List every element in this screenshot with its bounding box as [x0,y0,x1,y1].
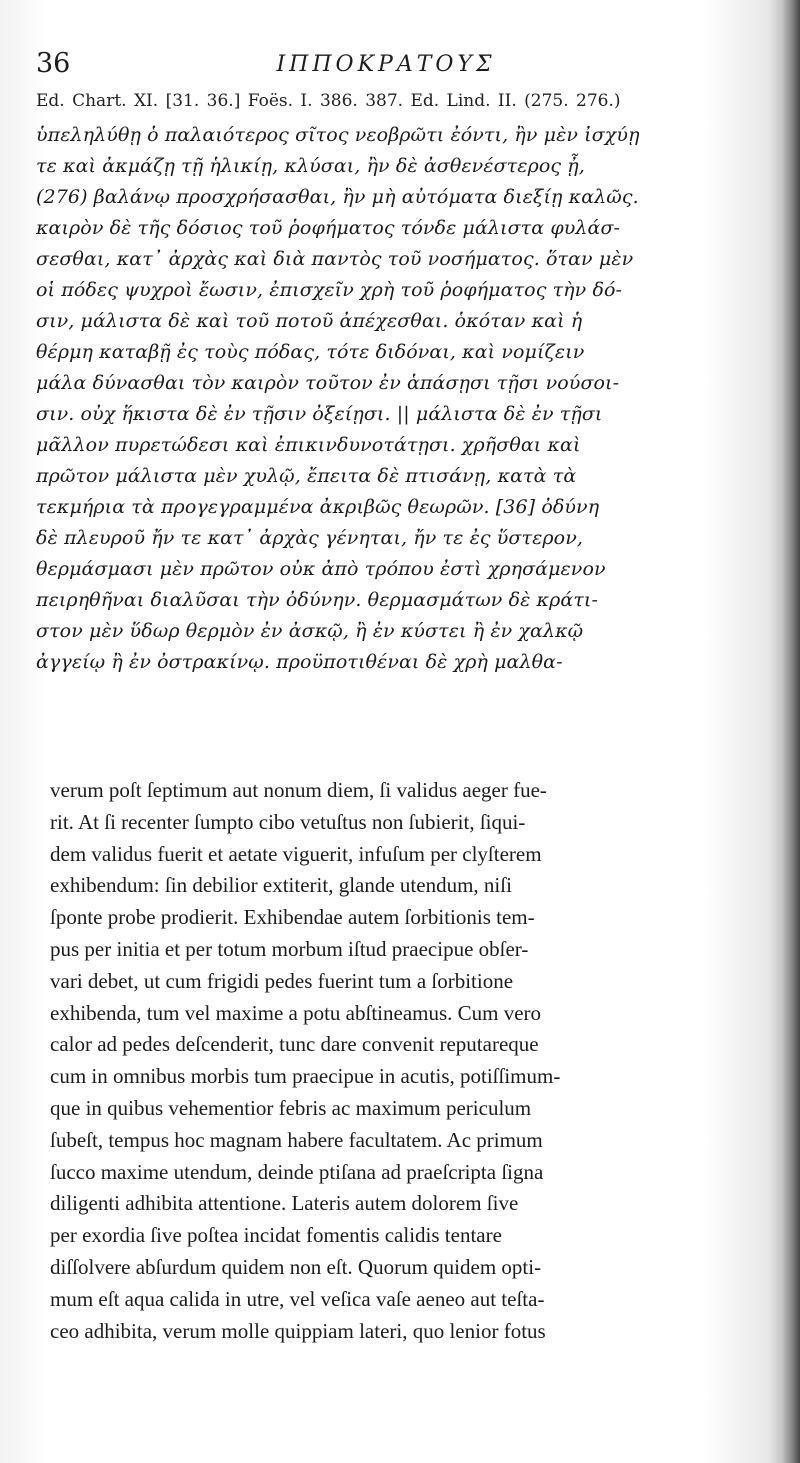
greek-line: (276) βαλάνῳ προσχρήσασθαι, ἢν μὴ αὐτόματα διεξίῃ καλῶς. [36,186,639,208]
greek-line: σιν. οὐχ ἥκιστα δὲ ἐν τῇσιν ὀξείῃσι. || μάλιστα δὲ ἐν τῇσι [36,403,603,425]
latin-line: cum in omnibus morbis tum praecipue in acutis, potiſſimum- [50,1064,561,1089]
latin-line: mum eſt aqua calida in utre, vel veſica vaſe aeneo aut teſta- [50,1286,545,1311]
latin-line: ſponte probe prodierit. Exhibendae autem ſorbitionis tem- [50,905,535,930]
latin-line: pus per initia et per totum morbum iſtud praecipue obſer- [50,936,529,961]
latin-line: dem validus fuerit et aetate viguerit, infuſum per clyſterem [50,841,542,866]
greek-line: τεκμήρια τὰ προγεγραμμένα ἀκριβῶς θεωρῶν. [36] ὀδύνη [36,496,600,518]
latin-line: ſubeſt, tempus hoc magnam habere facultatem. Ac primum [50,1127,543,1152]
greek-line: τε καὶ ἀκμάζῃ τῇ ἡλικίῃ, κλύσαι, ἢν δὲ ἀσθενέστερος ᾖ, [36,155,585,177]
latin-line: que in quibus vehementior febris ac maximum periculum [50,1095,532,1120]
edition-references: Ed. Chart. XI. [31. 36.] Foës. I. 386. 387. Ed. Lind. II. (275. 276.) [36,91,621,111]
greek-line: μάλα δύνασθαι τὸν καιρὸν τοῦτον ἐν ἁπάσῃσι τῇσι νούσοι- [36,372,620,394]
latin-line: exhibenda, tum vel maxime a potu abſtineamus. Cum vero [50,1000,542,1025]
greek-line: ὑπεληλύθῃ ὁ παλαιότερος σῖτος νεοβρῶτι ἐόντι, ἢν μὲν ἰσχύῃ [36,124,640,146]
greek-line: θερμάσμασι μὲν πρῶτον οὐκ ἀπὸ τρόπου ἐστὶ χρησάμενον [36,558,606,580]
latin-text-block [50,775,740,1347]
greek-line: καιρὸν δὲ τῆς δόσιος τοῦ ῥοφήματος τόνδε μάλιστα φυλάσ- [36,217,621,239]
latin-line: per exordia ſive poſtea incidat fomentis calidis tentare [50,1223,502,1248]
latin-line: rit. At ſi recenter ſumpto cibo vetuſtus non ſubierit, ſiqui- [50,809,526,834]
latin-line: exhibendum: ſin debilior extiterit, glande utendum, niſi [50,873,512,898]
greek-line: θέρμη καταβῇ ἐς τοὺς πόδας, τότε διδόναι, καὶ νομίζειν [36,341,585,363]
latin-line: ceo adhibita, verum molle quippiam lateri, quo lenior fotus [50,1318,546,1343]
latin-line: verum poſt ſeptimum aut nonum diem, ſi validus aeger fue- [50,778,547,802]
greek-line: στον μὲν ὕδωρ θερμὸν ἐν ἀσκῷ, ἢ ἐν κύστει ἢ ἐν χαλκῷ [36,620,584,642]
latin-line: diligenti adhibita attentione. Lateris autem dolorem ſive [50,1191,519,1216]
latin-line: ſucco maxime utendum, deinde ptiſana ad praeſcripta ſigna [50,1159,544,1184]
greek-line: μᾶλλον πυρετώδεσι καὶ ἐπικινδυνοτάτῃσι. χρῆσθαι καὶ [36,434,581,456]
greek-line: πειρηθῆναι διαλῦσαι τὴν ὀδύνην. θερμασμάτων δὲ κράτι- [36,589,598,611]
running-head [36,48,736,88]
latin-line: diſſolvere abſurdum quidem non eſt. Quorum quidem opti- [50,1254,542,1279]
page-gutter-shadow [782,0,800,1463]
greek-line: δὲ πλευροῦ ἤν τε κατ᾽ ἀρχὰς γένηται, ἤν τε ἐς ὕστερον, [36,527,584,549]
greek-line: οἱ πόδες ψυχροὶ ἔωσιν, ἐπισχεῖν χρὴ τοῦ ῥοφήματος τὴν δό- [36,279,623,301]
greek-text-block [36,120,736,678]
greek-line: σιν, μάλιστα δὲ καὶ τοῦ ποτοῦ ἀπέχεσθαι. ὁκόταν καὶ ἡ [36,310,583,332]
page-number: 36 [36,48,71,79]
greek-line: ἀγγείῳ ἢ ἐν ὀστρακίνῳ. προϋποτιθέναι δὲ χρὴ μαλθα- [36,651,563,673]
greek-line: σεσθαι, κατ᾽ ἀρχὰς καὶ διὰ παντὸς τοῦ νοσήματος. ὅταν μὲν [36,248,634,270]
running-title: ΙΠΠΟΚΡΑΤΟΥΣ [276,52,496,77]
greek-line: πρῶτον μάλιστα μὲν χυλῷ, ἔπειτα δὲ πτισάνῃ, κατὰ τὰ [36,465,577,487]
latin-line: vari debet, ut cum frigidi pedes fuerint tum a ſorbitione [50,968,514,993]
latin-line: calor ad pedes deſcenderit, tunc dare convenit reputareque [50,1032,539,1057]
